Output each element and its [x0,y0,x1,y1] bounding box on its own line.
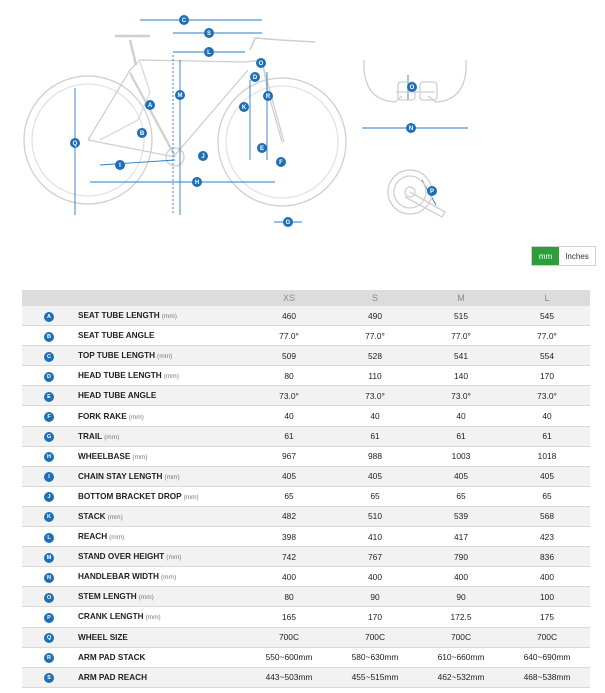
row-value-xs: 550~600mm [246,647,332,667]
svg-text:B: B [139,131,145,137]
row-value-m: 539 [418,506,504,526]
row-value-xs: 443~503mm [246,667,332,687]
row-value-s: 490 [332,306,418,326]
row-letter-badge: P [44,613,54,623]
row-value-m: 172.5 [418,607,504,627]
unit-mm-button[interactable]: mm [532,247,559,265]
row-name: CHAIN STAY LENGTH [78,471,163,481]
row-value-s: 700C [332,627,418,647]
svg-text:R: R [265,94,271,100]
header-blank-name [78,290,246,306]
row-value-xs: 460 [246,306,332,326]
row-value-m: 541 [418,346,504,366]
row-letter-cell [22,346,78,366]
row-value-l: 423 [504,527,590,547]
badge-n [406,123,416,133]
table-row [22,306,590,326]
badge-d [250,72,260,82]
row-name-cell [78,326,246,346]
row-name: WHEELBASE [78,451,131,461]
badge-q [70,138,80,148]
row-value-xs: 40 [246,406,332,426]
badge-k [239,102,249,112]
row-value-m: 1003 [418,446,504,466]
row-name-cell [78,506,246,526]
row-letter-cell [22,567,78,587]
row-letter-cell [22,627,78,647]
table-row [22,326,590,346]
row-unit: (mm) [109,534,125,542]
row-letter-badge: D [44,372,54,382]
row-name: STAND OVER HEIGHT [78,552,165,562]
badge-i [115,160,125,170]
row-value-s: 40 [332,406,418,426]
dimension-badges [70,15,437,227]
row-unit: (mm) [161,313,177,321]
row-value-s: 77.0° [332,326,418,346]
row-name: WHEEL SIZE [78,632,128,642]
row-value-s: 410 [332,527,418,547]
row-name: FORK RAKE [78,411,127,421]
row-value-s: 988 [332,446,418,466]
table-row [22,426,590,446]
svg-text:K: K [241,105,247,111]
row-unit: (mm) [128,413,144,421]
row-value-l: 77.0° [504,326,590,346]
row-value-m: 90 [418,587,504,607]
row-value-m: 610~660mm [418,647,504,667]
row-unit: (mm) [104,433,120,441]
row-value-s: 580~630mm [332,647,418,667]
row-value-m: 700C [418,627,504,647]
row-value-s: 170 [332,607,418,627]
row-letter-cell [22,386,78,406]
table-row [22,567,590,587]
table-row [22,466,590,486]
badge-r [263,91,273,101]
row-value-l: 554 [504,346,590,366]
row-name-cell [78,547,246,567]
row-value-s: 61 [332,426,418,446]
table-row [22,486,590,506]
row-value-l: 73.0° [504,386,590,406]
header-size-l: L [504,290,590,306]
bike-frame-drawing [24,36,346,206]
row-value-m: 65 [418,486,504,506]
crankset-drawing [388,170,445,217]
row-value-m: 400 [418,567,504,587]
row-unit: (mm) [132,453,148,461]
row-value-m: 40 [418,406,504,426]
row-value-xs: 165 [246,607,332,627]
unit-toggle [531,246,596,266]
row-unit: (mm) [138,594,154,602]
row-letter-badge: J [44,492,54,502]
row-value-l: 836 [504,547,590,567]
row-value-xs: 482 [246,506,332,526]
row-letter-badge: L [44,533,54,543]
row-name: TRAIL [78,431,103,441]
row-value-m: 405 [418,466,504,486]
row-name-cell [78,466,246,486]
row-name-cell [78,486,246,506]
row-letter-cell [22,426,78,446]
row-name-cell [78,426,246,446]
row-value-s: 405 [332,466,418,486]
row-value-m: 462~532mm [418,667,504,687]
row-letter-cell [22,366,78,386]
row-letter-cell [22,506,78,526]
svg-text:P: P [429,189,435,195]
row-value-m: 417 [418,527,504,547]
svg-text:L: L [207,50,211,56]
svg-text:M: M [177,93,183,99]
row-unit: (mm) [145,614,161,622]
row-name-cell [78,587,246,607]
row-value-s: 400 [332,567,418,587]
row-value-l: 568 [504,506,590,526]
row-value-xs: 700C [246,627,332,647]
row-letter-badge: A [44,312,54,322]
table-row [22,446,590,466]
row-value-m: 790 [418,547,504,567]
row-value-s: 110 [332,366,418,386]
row-unit: (mm) [163,373,179,381]
row-name: STEM LENGTH [78,592,137,602]
row-name-cell [78,446,246,466]
row-value-s: 455~515mm [332,667,418,687]
badge-b [137,128,147,138]
table-row [22,647,590,667]
svg-text:H: H [194,180,200,186]
row-letter-badge: N [44,573,54,583]
svg-text:J: J [201,154,205,160]
table-row [22,667,590,687]
row-name: HEAD TUBE LENGTH [78,371,162,381]
row-letter-cell [22,446,78,466]
handlebar-drawing [364,60,466,102]
row-name: HANDLEBAR WIDTH [78,572,159,582]
row-letter-badge: H [44,452,54,462]
row-value-xs: 400 [246,567,332,587]
row-name: REACH [78,532,108,542]
header-size-xs: XS [246,290,332,306]
svg-text:O: O [409,85,415,91]
row-name: ARM PAD STACK [78,652,146,662]
row-letter-cell [22,647,78,667]
row-letter-badge: G [44,432,54,442]
row-letter-badge: Q [44,633,54,643]
dimension-lines [72,20,468,222]
svg-text:C: C [181,18,187,24]
row-value-s: 73.0° [332,386,418,406]
row-unit: (mm) [160,574,177,582]
row-letter-cell [22,326,78,346]
table-row [22,527,590,547]
row-value-m: 515 [418,306,504,326]
row-value-xs: 61 [246,426,332,446]
badge-h [192,177,202,187]
row-name: TOP TUBE LENGTH [78,351,156,361]
svg-text:E: E [259,146,265,152]
row-value-l: 400 [504,567,590,587]
row-value-xs: 80 [246,366,332,386]
row-value-xs: 509 [246,346,332,366]
row-value-l: 40 [504,406,590,426]
row-value-l: 65 [504,486,590,506]
row-name-cell [78,386,246,406]
geometry-table [22,290,590,688]
row-name: CRANK LENGTH [78,612,144,622]
row-name: SEAT TUBE ANGLE [78,331,155,341]
row-value-m: 73.0° [418,386,504,406]
row-unit: (mm) [164,473,180,481]
row-value-m: 61 [418,426,504,446]
row-name-cell [78,607,246,627]
row-value-m: 77.0° [418,326,504,346]
row-letter-badge: C [44,352,54,362]
row-value-l: 175 [504,607,590,627]
row-value-xs: 742 [246,547,332,567]
row-value-l: 170 [504,366,590,386]
row-name: HEAD TUBE ANGLE [78,391,157,401]
svg-text:G: G [285,220,291,226]
row-value-l: 405 [504,466,590,486]
row-name-cell [78,647,246,667]
table-row [22,386,590,406]
row-letter-cell [22,587,78,607]
svg-text:A: A [147,103,153,109]
row-value-m: 140 [418,366,504,386]
row-name-cell [78,627,246,647]
table-header-row [22,290,590,306]
table-row [22,587,590,607]
row-letter-badge: R [44,653,54,663]
svg-text:I: I [119,163,121,169]
table-row [22,346,590,366]
row-name-cell [78,366,246,386]
row-name: BOTTOM BRACKET DROP [78,491,182,501]
row-letter-cell [22,306,78,326]
row-name-cell [78,306,246,326]
row-letter-cell [22,527,78,547]
table-row [22,607,590,627]
row-value-xs: 65 [246,486,332,506]
header-blank-letter [22,290,78,306]
row-value-l: 1018 [504,446,590,466]
svg-text:N: N [408,126,414,132]
svg-text:O: O [258,61,264,67]
row-letter-cell [22,607,78,627]
row-unit: (mm) [157,353,173,361]
row-value-l: 61 [504,426,590,446]
row-unit: (mm) [107,513,123,521]
svg-text:S: S [206,31,212,37]
badge-l [204,47,214,57]
row-value-s: 767 [332,547,418,567]
badge-f [276,157,286,167]
row-value-s: 65 [332,486,418,506]
header-size-m: M [418,290,504,306]
row-value-l: 100 [504,587,590,607]
row-value-l: 700C [504,627,590,647]
table-row [22,547,590,567]
row-letter-cell [22,486,78,506]
row-letter-badge: S [44,673,54,683]
bike-geometry-diagram [0,0,605,240]
svg-text:D: D [252,75,258,81]
row-value-s: 528 [332,346,418,366]
row-value-s: 510 [332,506,418,526]
badge-m [175,90,185,100]
badge-a [145,100,155,110]
row-letter-badge: K [44,512,54,522]
row-letter-badge: F [44,412,54,422]
badge-p [427,186,437,196]
badge-j [198,151,208,161]
row-name-cell [78,406,246,426]
row-value-xs: 405 [246,466,332,486]
row-value-xs: 73.0° [246,386,332,406]
badge-e [257,143,267,153]
table-row [22,627,590,647]
badge-o [256,58,266,68]
row-value-l: 545 [504,306,590,326]
row-letter-badge: E [44,392,54,402]
svg-text:F: F [279,160,283,166]
row-name-cell [78,527,246,547]
header-size-s: S [332,290,418,306]
table-row [22,366,590,386]
unit-inches-button[interactable]: Inches [559,247,595,265]
row-value-xs: 77.0° [246,326,332,346]
badge-g [283,217,293,227]
row-letter-badge: O [44,593,54,603]
row-value-l: 640~690mm [504,647,590,667]
row-letter-badge: B [44,332,54,342]
table-body [22,306,590,687]
row-letter-cell [22,547,78,567]
badge-o-stem [407,82,417,92]
row-name-cell [78,567,246,587]
row-letter-cell [22,667,78,687]
row-name: SEAT TUBE LENGTH [78,311,160,321]
row-value-xs: 967 [246,446,332,466]
row-letter-cell [22,406,78,426]
row-value-xs: 398 [246,527,332,547]
badge-s [204,28,214,38]
row-name-cell [78,667,246,687]
row-name: ARM PAD REACH [78,672,147,682]
table-row [22,406,590,426]
row-name: STACK [78,511,106,521]
row-letter-cell [22,466,78,486]
badge-c [179,15,189,25]
row-value-l: 468~538mm [504,667,590,687]
row-value-s: 90 [332,587,418,607]
table-row [22,506,590,526]
row-letter-badge: M [44,553,54,563]
row-letter-badge: I [44,472,54,482]
svg-text:Q: Q [72,141,78,147]
row-value-xs: 80 [246,587,332,607]
row-name-cell [78,346,246,366]
row-unit: (mm) [166,554,182,562]
row-unit: (mm) [183,493,199,501]
